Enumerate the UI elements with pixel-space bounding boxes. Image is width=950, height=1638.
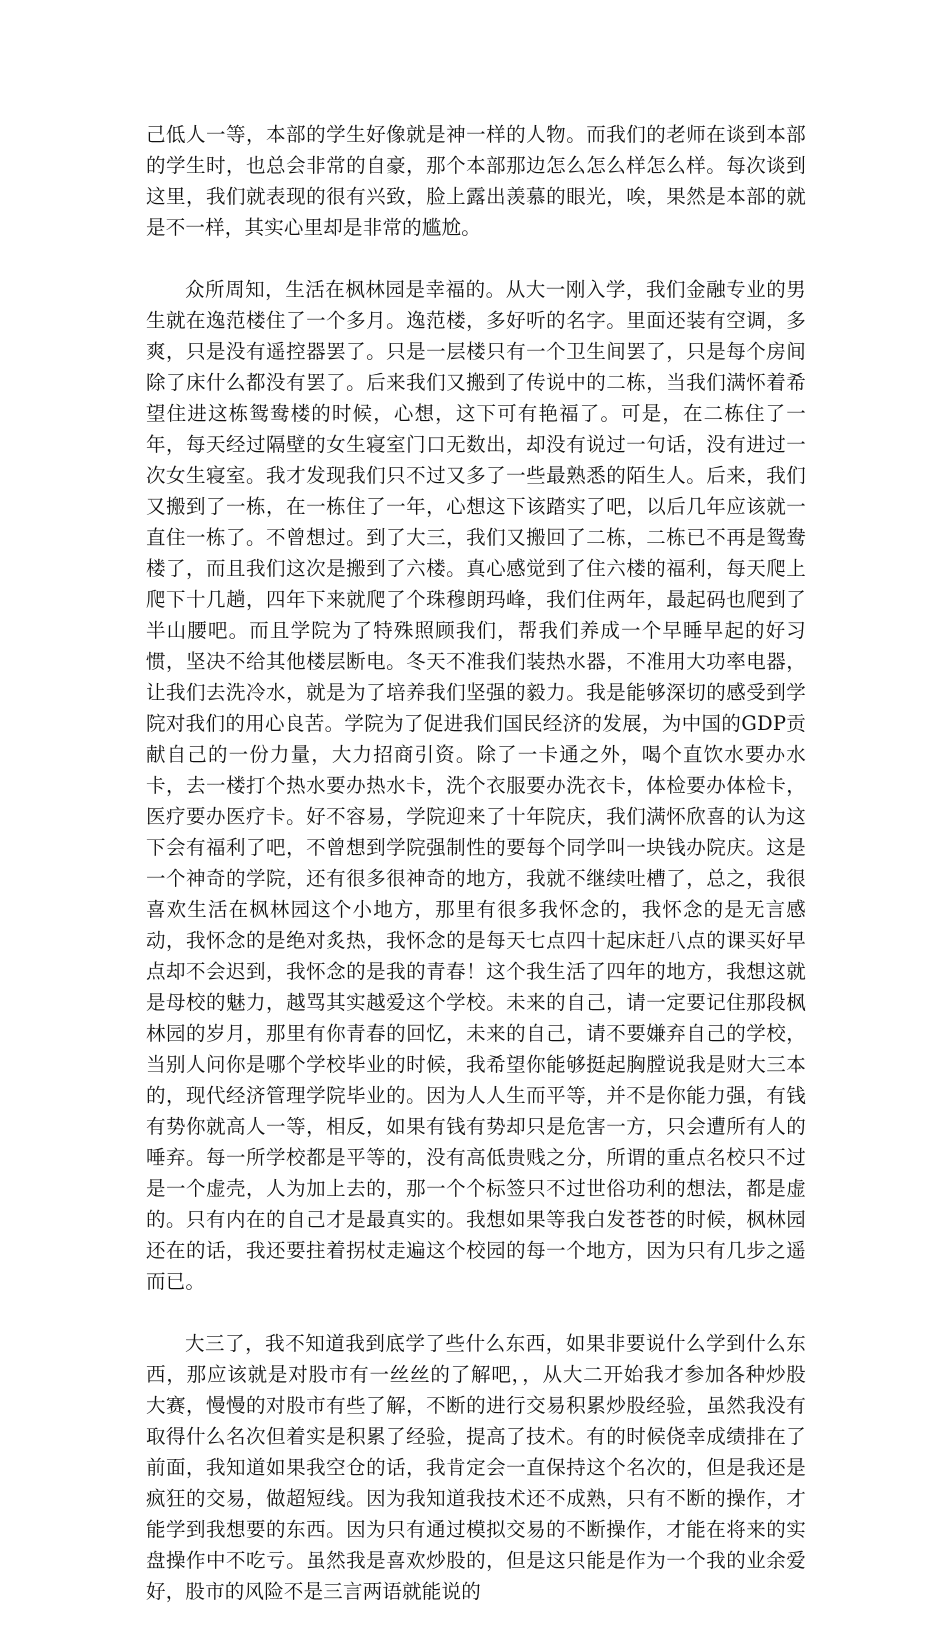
paragraph-2: 众所周知，生活在枫林园是幸福的。从大一刚入学，我们金融专业的男生就在逸范楼住了一个多月。逸范楼，多好听的名字。里面还装有空调，多爽，只是没有遥控器罢了。只是一层楼只有一个卫生间罢了，只是每个房间除了床什么都没有罢了。后来我们又搬到了传说中的二栋，当我们满怀着希望住进这栋鸳鸯楼的时候，心想，这下可有艳福了。可是，在二栋住了一年，每天经过隔壁的女生寝室门口无数出，却没有说过一句话，没有进过一次女生寝室。我才发现我们只不过又多了一些最熟悉的陌生人。后来，我们又搬到了一栋，在一栋住了一年，心想这下该踏实了吧，以后几年应该就一直住一栋了。不曾想过。到了大三，我们又搬回了二栋，二栋已不再是鸳鸯楼了，而且我们这次是搬到了六楼。真心感觉到了住六楼的福利，每天爬上爬下十几趟，四年下来就爬了个珠穆朗玛峰，我们住两年，最起码也爬到了半山腰吧。而且学院为了特殊照顾我们，帮我们养成一个早睡早起的好习惯，坚决不给其他楼层断电。冬天不准我们装热水器，不准用大功率电器，让我们去洗冷水，就是为了培养我们坚强的毅力。我是能够深切的感受到学院对我们的用心良苦。学院为了促进我们国民经济的发展，为中国的GDP贡献自己的一份力量，大力招商引资。除了一卡通之外，喝个直饮水要办水卡，去一楼打个热水要办热水卡，洗个衣服要办洗衣卡，体检要办体检卡，医疗要办医疗卡。好不容易，学院迎来了十年院庆，我们满怀欣喜的认为这下会有福利了吧，不曾想到学院强制性的要每个同学叫一块钱办院庆。这是一个神奇的学院，还有很多很神奇的地方，我就不继续吐槽了，总之，我很喜欢生活在枫林园这个小地方，那里有很多我怀念的，我怀念的是无言感动，我怀念的是绝对炙热，我怀念的是每天七点四十起床赶八点的课买好早点却不会迟到，我怀念的是我的青春！这个我生活了四年的地方，我想这就是母校的魅力，越骂其实越爱这个学校。未来的自己，请一定要记住那段枫林园的岁月，那里有你青春的回忆，未来的自己，请不要嫌弃自己的学校，当别人问你是哪个学校毕业的时候，我希望你能够挺起胸膛说我是财大三本的，现代经济管理学院毕业的。因为人人生而平等，并不是你能力强，有钱有势你就高人一等，相反，如果有钱有势却只是危害一方，只会遭所有人的唾弃。每一所学校都是平等的，没有高低贵贱之分，所谓的重点名校只不过是一个虚壳，人为加上去的，那一个个标签只不过世俗功利的想法，都是虚的。只有内在的自己才是最真实的。我想如果等我白发苍苍的时候，枫林园还在的话，我还要拄着拐杖走遍这个校园的每一个地方，因为只有几步之遥而已。 [146, 278, 806, 1293]
paragraph-1: 己低人一等，本部的学生好像就是神一样的人物。而我们的老师在谈到本部的学生时，也总会非常的自豪，那个本部那边怎么怎么样怎么样。每次谈到这里，我们就表现的很有兴致，脸上露出羡慕的眼光，唉，果然是本部的就是不一样，其实心里却是非常的尴尬。 [146, 123, 806, 239]
document-body [146, 119, 806, 1638]
paragraph-3: 大三了，我不知道我到底学了些什么东西，如果非要说什么学到什么东西，那应该就是对股市有一丝丝的了解吧，，从大二开始我才参加各种炒股大赛，慢慢的对股市有些了解，不断的进行交易积累炒股经验，虽然我没有取得什么名次但着实是积累了经验，提高了技术。有的时候侥幸成绩排在了前面，我知道如果我空仓的话，我肯定会一直保持这个名次的，但是我还是疯狂的交易，做超短线。因为我知道我技术还不成熟，只有不断的操作，才能学到我想要的东西。因为只有通过模拟交易的不断操作，才能在将来的实盘操作中不吃亏。虽然我是喜欢炒股的，但是这只能是作为一个我的业余爱好，股市的风险不是三言两语就能说的 [146, 1332, 806, 1603]
